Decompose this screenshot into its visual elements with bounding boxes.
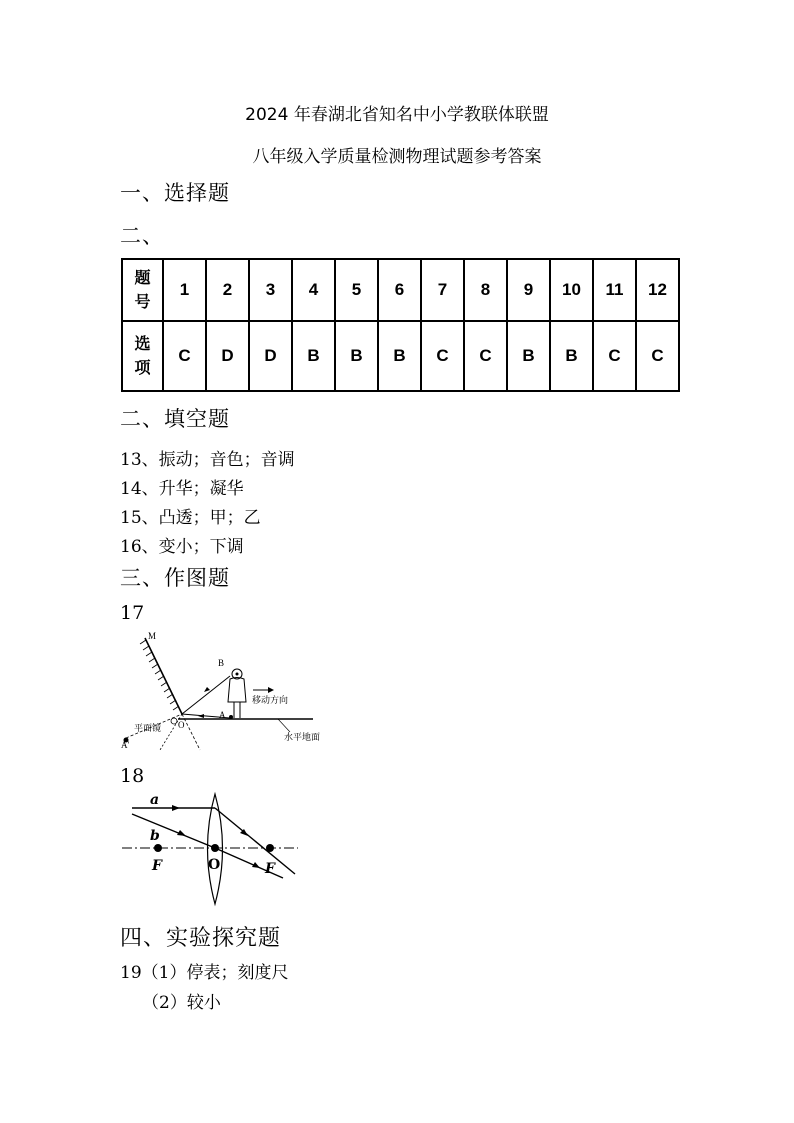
table-row-numbers [122, 259, 679, 321]
fill-answer-14: 14、升华；凝华 [120, 479, 244, 499]
figure-18-lens-diagram [120, 790, 305, 910]
eye-point [236, 673, 239, 676]
section-choice-heading: 一、选择题 [120, 181, 230, 205]
person-body [228, 678, 246, 703]
plane-mirror [145, 638, 182, 714]
document-title: 2024 年春湖北省知名中小学教联体联盟 [245, 105, 549, 125]
table-cell: 9 [507, 259, 550, 321]
reflected-ray [182, 676, 230, 714]
table-cell: 4 [292, 259, 335, 321]
question-18-label: 18 [120, 765, 145, 787]
table-cell: B [292, 321, 335, 391]
ray-arrow [198, 714, 204, 718]
optical-center [211, 844, 219, 852]
section-drawing-heading: 三、作图题 [120, 566, 230, 590]
arrow-head [268, 687, 274, 693]
table-header-number [122, 259, 163, 321]
table-cell: B [507, 321, 550, 391]
table-cell: 12 [636, 259, 679, 321]
label-ground: 水平地面 [284, 733, 321, 743]
question-17-label: 17 [120, 602, 145, 624]
focal-point-left [154, 844, 162, 852]
table-cell: 6 [378, 259, 421, 321]
header-char: 项 [134, 358, 151, 377]
figure-17-mirror-diagram [118, 628, 330, 753]
table-cell: C [636, 321, 679, 391]
header-char: 选 [134, 334, 151, 353]
point-o [171, 718, 177, 724]
header-char: 号 [134, 292, 151, 311]
table-cell: B [378, 321, 421, 391]
fill-answer-13: 13、振动；音色；音调 [120, 450, 295, 470]
table-cell: C [421, 321, 464, 391]
section-fill-heading: 二、填空题 [120, 407, 230, 431]
point-a [229, 715, 233, 719]
table-cell: 7 [421, 259, 464, 321]
table-header-option [122, 321, 163, 391]
ground-label-pointer [278, 719, 290, 732]
section-experiment-heading: 四、实验探究题 [120, 926, 282, 951]
experiment-answer-19-1: 19（1）停表；刻度尺 [120, 963, 289, 983]
label-plane-mirror: 平面镜 [134, 724, 162, 734]
table-cell: B [550, 321, 593, 391]
table-cell: 2 [206, 259, 249, 321]
ray-b-incident [132, 814, 215, 848]
document-subtitle: 八年级入学质量检测物理试题参考答案 [252, 147, 542, 167]
answer-table [121, 258, 680, 392]
table-cell: 11 [593, 259, 636, 321]
table-cell: 5 [335, 259, 378, 321]
label-b: b [150, 828, 160, 844]
table-cell: C [464, 321, 507, 391]
table-cell: 8 [464, 259, 507, 321]
section-two-prefix: 二、 [120, 224, 164, 248]
fill-answer-16: 16、变小；下调 [120, 537, 244, 557]
table-cell: D [249, 321, 292, 391]
experiment-answer-19-2: （2）较小 [142, 993, 221, 1013]
table-cell: C [593, 321, 636, 391]
ray-arrow [204, 687, 210, 692]
fill-answer-15: 15、凸透；甲；乙 [120, 508, 261, 528]
header-char: 题 [134, 268, 151, 287]
ray-arrow [177, 830, 186, 836]
label-f-left: F [152, 858, 162, 874]
table-cell: C [163, 321, 206, 391]
label-a: a [150, 792, 160, 808]
table-cell: 1 [163, 259, 206, 321]
table-cell: B [335, 321, 378, 391]
label-m: M [148, 631, 157, 641]
table-cell: 10 [550, 259, 593, 321]
label-a-prime: A' [121, 740, 130, 750]
label-move-direction: 移动方向 [252, 696, 289, 706]
label-a: A [219, 710, 226, 720]
table-row-answers [122, 321, 679, 391]
table-cell: D [206, 321, 249, 391]
label-f-right: F [265, 861, 275, 877]
ray-arrow [172, 805, 180, 811]
table-cell: 3 [249, 259, 292, 321]
label-b: B [218, 658, 225, 668]
focal-point-right [266, 844, 274, 852]
label-o: O [208, 857, 221, 873]
mirror-hatching [140, 640, 179, 710]
label-o: O [178, 720, 185, 730]
